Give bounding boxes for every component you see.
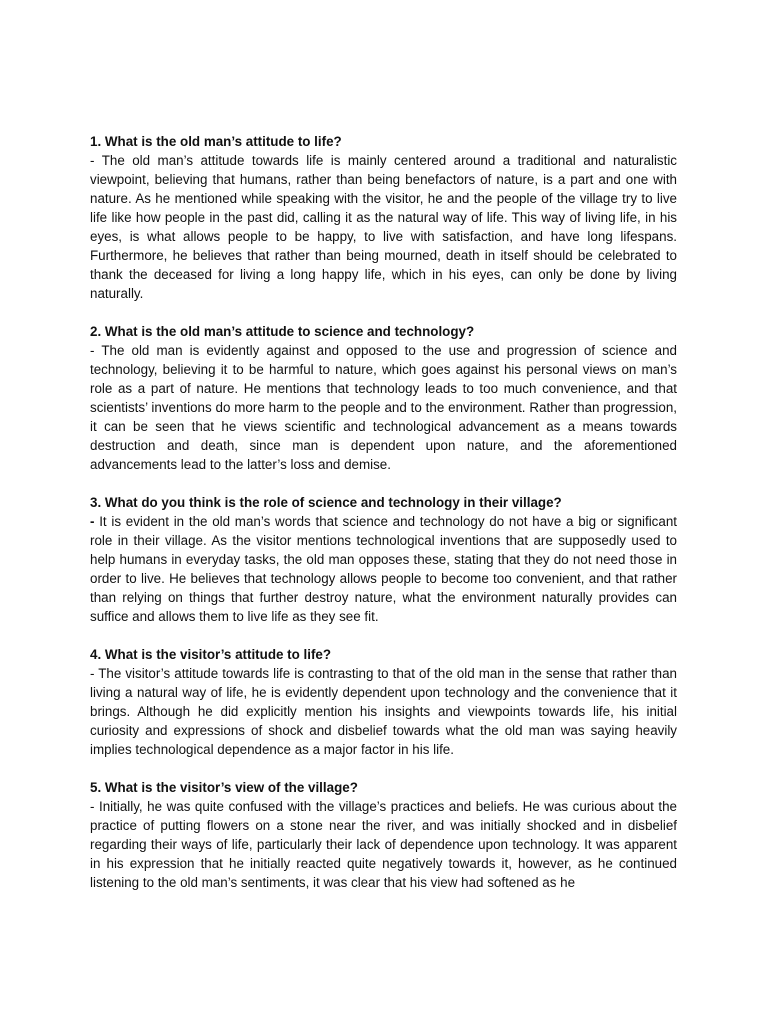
question-heading: 2. What is the old man’s attitude to science and technology? [90, 324, 475, 339]
answer-text: The old man’s attitude towards life is mainly centered around a traditional and naturalistic viewpoint, believing that humans, rather than being benefactors of nature, is a part and one with nature. As he mentioned while speaking with the visitor, he and the people of the village try to live life like how people in the past did, calling it as the natural way of life. This way of living life, in his eyes, is what allows people to be happy, to live with satisfaction, and have long lifespans. Furthermore, he believes that rather than being mourned, death in itself should be celebrated to thank the deceased for living a long happy life, which in his eyes, can only be done by living naturally. [90, 153, 678, 301]
answer-dash: - [90, 514, 100, 529]
question-heading: 4. What is the visitor’s attitude to life? [90, 647, 332, 662]
qa-section-2 [90, 322, 677, 474]
answer-paragraph [90, 512, 677, 626]
question-heading: 1. What is the old man’s attitude to life? [90, 134, 342, 149]
answer-text: The old man is evidently against and opposed to the use and progression of science and technology, believing it to be harmful to nature, which goes against his personal views on man’s role as a part of nature. He mentions that technology leads to too much convenience, and that scientists’ inventions do more harm to the people and to the environment. Rather than progression, it can be seen that he views scientific and technological advancement as a means towards destruction and death, since man is dependent upon nature, and the aforementioned advancements lead to the latter’s loss and demise. [90, 343, 677, 472]
qa-section-3 [90, 493, 677, 626]
answer-paragraph [90, 341, 677, 474]
answer-paragraph [90, 151, 677, 303]
answer-text: It is evident in the old man’s words that science and technology do not have a big or significant role in their village. As the visitor mentions technological inventions that are supposedly used to help humans in everyday tasks, the old man opposes these, stating that they do not need those in order to live. He believes that technology allows people to become too convenient, and that rather than relying on things that further destroy nature, what the environment naturally provides can suffice and allows them to live life as they see fit. [90, 514, 677, 624]
qa-section-1 [90, 132, 677, 303]
answer-dash: - [90, 666, 99, 681]
document-page [90, 132, 677, 911]
answer-paragraph [90, 664, 677, 759]
answer-dash: - [90, 799, 99, 814]
answer-text: The visitor’s attitude towards life is contrasting to that of the old man in the sense that rather than living a natural way of life, he is evidently dependent upon technology and the convenience that it brings. Although he did explicitly mention his insights and viewpoints towards life, his initial curiosity and expressions of shock and disbelief towards what the old man was saying heavily implies technological dependence as a major factor in his life. [90, 666, 678, 757]
qa-section-5 [90, 778, 677, 892]
question-heading: 5. What is the visitor’s view of the village? [90, 780, 358, 795]
answer-text: Initially, he was quite confused with the village’s practices and beliefs. He was curious about the practice of putting flowers on a stone near the river, and was initially shocked and in disbelief regarding their ways of life, particularly their lack of dependence upon technology. It was apparent in his expression that he initially reacted quite negatively towards it, however, as he continued listening to the old man’s sentiments, it was clear that his view had softened as he [90, 799, 677, 890]
answer-dash: - [90, 343, 102, 358]
question-heading: 3. What do you think is the role of science and technology in their village? [90, 495, 562, 510]
answer-paragraph [90, 797, 677, 892]
qa-section-4 [90, 645, 677, 759]
answer-dash: - [90, 153, 102, 168]
